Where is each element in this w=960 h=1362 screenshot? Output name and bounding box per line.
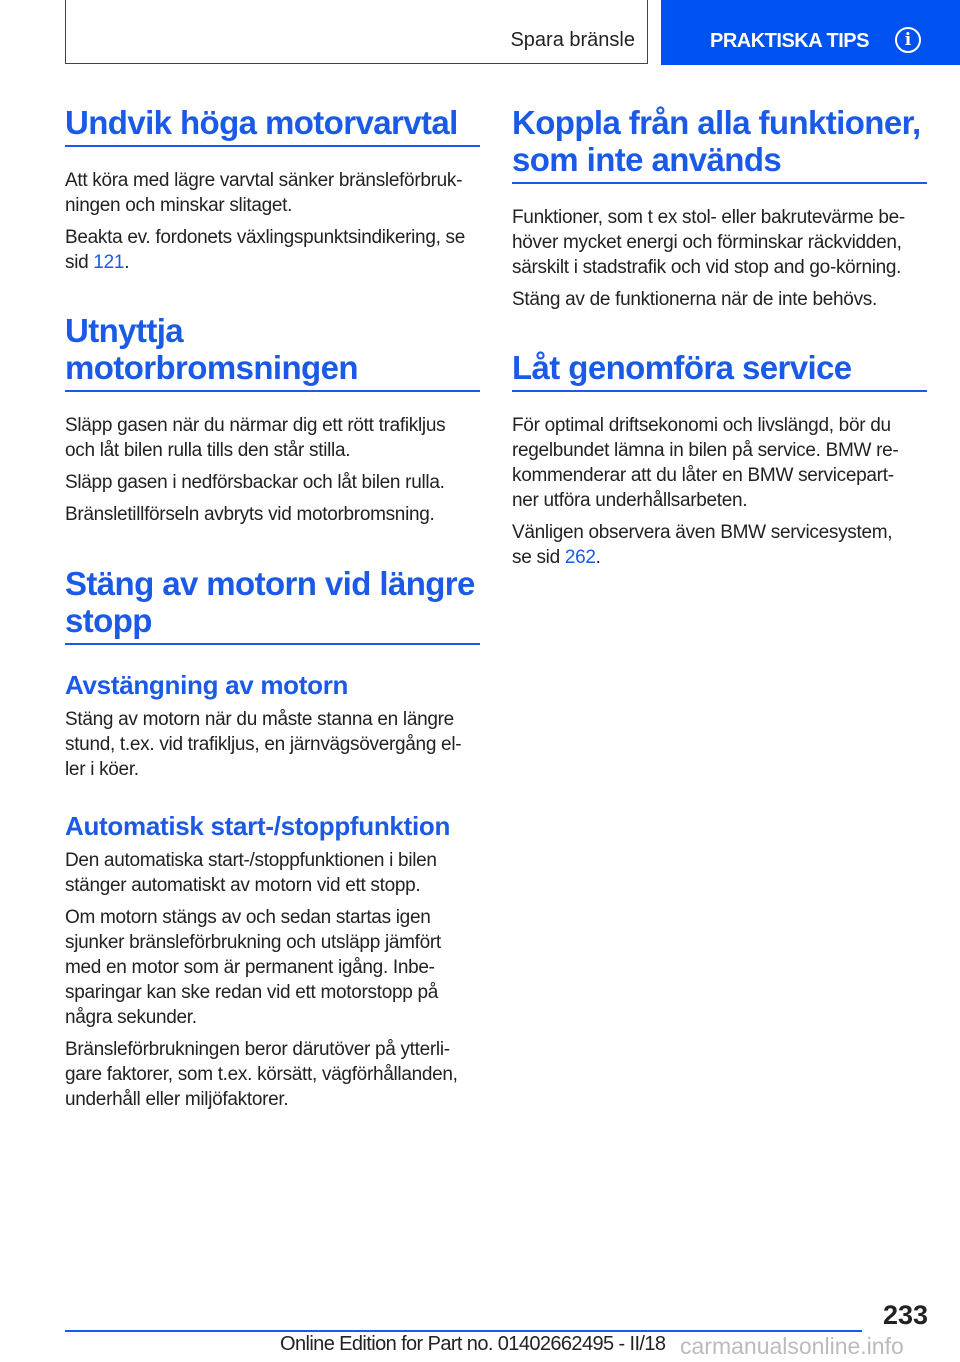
paragraph-text: Beakta ev. fordonets växlingspunktsindikering, se sid [65, 227, 466, 273]
page-link[interactable]: 262 [564, 547, 596, 568]
paragraph: Funktioner, som t ex stol- eller bakrutevärme be- höver mycket energi och förminskar räckvidden, särskilt i stadstrafik och vid stop and go-körning. [512, 207, 905, 278]
page-link[interactable]: 121 [93, 252, 125, 273]
paragraph: Den automatiska start-/stoppfunktionen i bilen stänger automatiskt av motorn vid ett stopp. [65, 850, 437, 896]
chapter-title: PRAKTISKA TIPS [710, 30, 869, 52]
section-heading: Utnyttja motorbromsningen [65, 312, 480, 392]
watermark: carmanualsonline.info [680, 1333, 904, 1359]
paragraph: Släpp gasen i nedförsbackar och låt bilen rulla. [65, 472, 445, 493]
section-engine-braking [65, 312, 480, 534]
footer-divider [65, 1330, 862, 1332]
paragraph: Släpp gasen när du närmar dig ett rött trafikljus och låt bilen rulla tills den står stilla. [65, 415, 446, 461]
section-heading: Undvik höga motorvarvtal [65, 104, 480, 147]
paragraph-text: . [124, 252, 130, 273]
section-service [512, 349, 927, 577]
paragraph: För optimal driftsekonomi och livslängd, bör du regelbundet lämna in bilen på service. BMW re- kommenderar att du låter en BMW servicepart- ner utföra underhållsarbeten. [512, 415, 899, 511]
section-disable-functions [512, 104, 927, 319]
subheading: Automatisk start-/stoppfunktion [65, 811, 451, 841]
section-heading: Låt genomföra service [512, 349, 927, 392]
paragraph-text: Vänligen observera även BMW servicesystem, se sid [512, 522, 893, 568]
paragraph [65, 225, 480, 275]
subheading: Avstängning av motorn [65, 670, 349, 700]
paragraph-text: . [595, 547, 601, 568]
paragraph: Bränsletillförseln avbryts vid motorbromsning. [65, 504, 435, 525]
header-section-title: Spara bränsle [510, 29, 635, 51]
paragraph: Om motorn stängs av och sedan startas igen sjunker bränsleförbrukning och utsläpp jämfört med en motor som är permanent igång. Inbe- sparingar kan ske redan vid ett motorstopp på några sekunder. [65, 907, 441, 1028]
section-heading: Koppla från alla funktioner, som inte används [512, 104, 927, 184]
section-stop-engine [65, 565, 480, 1119]
section-heading: Stäng av motorn vid längre stopp [65, 565, 480, 645]
page-number: 233 [882, 1300, 928, 1330]
section-avoid-high-rpm [65, 104, 480, 282]
paragraph: Stäng av de funktionerna när de inte behövs. [512, 289, 877, 310]
paragraph [512, 520, 927, 570]
paragraph: Bränsleförbrukningen beror därutöver på ytterli- gare faktorer, som t.ex. körsätt, vägförhållanden, underhåll eller miljöfaktorer. [65, 1039, 458, 1110]
header-chapter-tab[interactable] [661, 0, 960, 65]
footer-edition: Online Edition for Part no. 01402662495 - II/18 [280, 1333, 666, 1355]
info-icon[interactable]: i [895, 27, 921, 53]
paragraph: Stäng av motorn när du måste stanna en längre stund, t.ex. vid trafikljus, en järnvägsövergång el- ler i köer. [65, 709, 462, 780]
paragraph: Att köra med lägre varvtal sänker bränsleförbruk- ningen och minskar slitaget. [65, 170, 463, 216]
